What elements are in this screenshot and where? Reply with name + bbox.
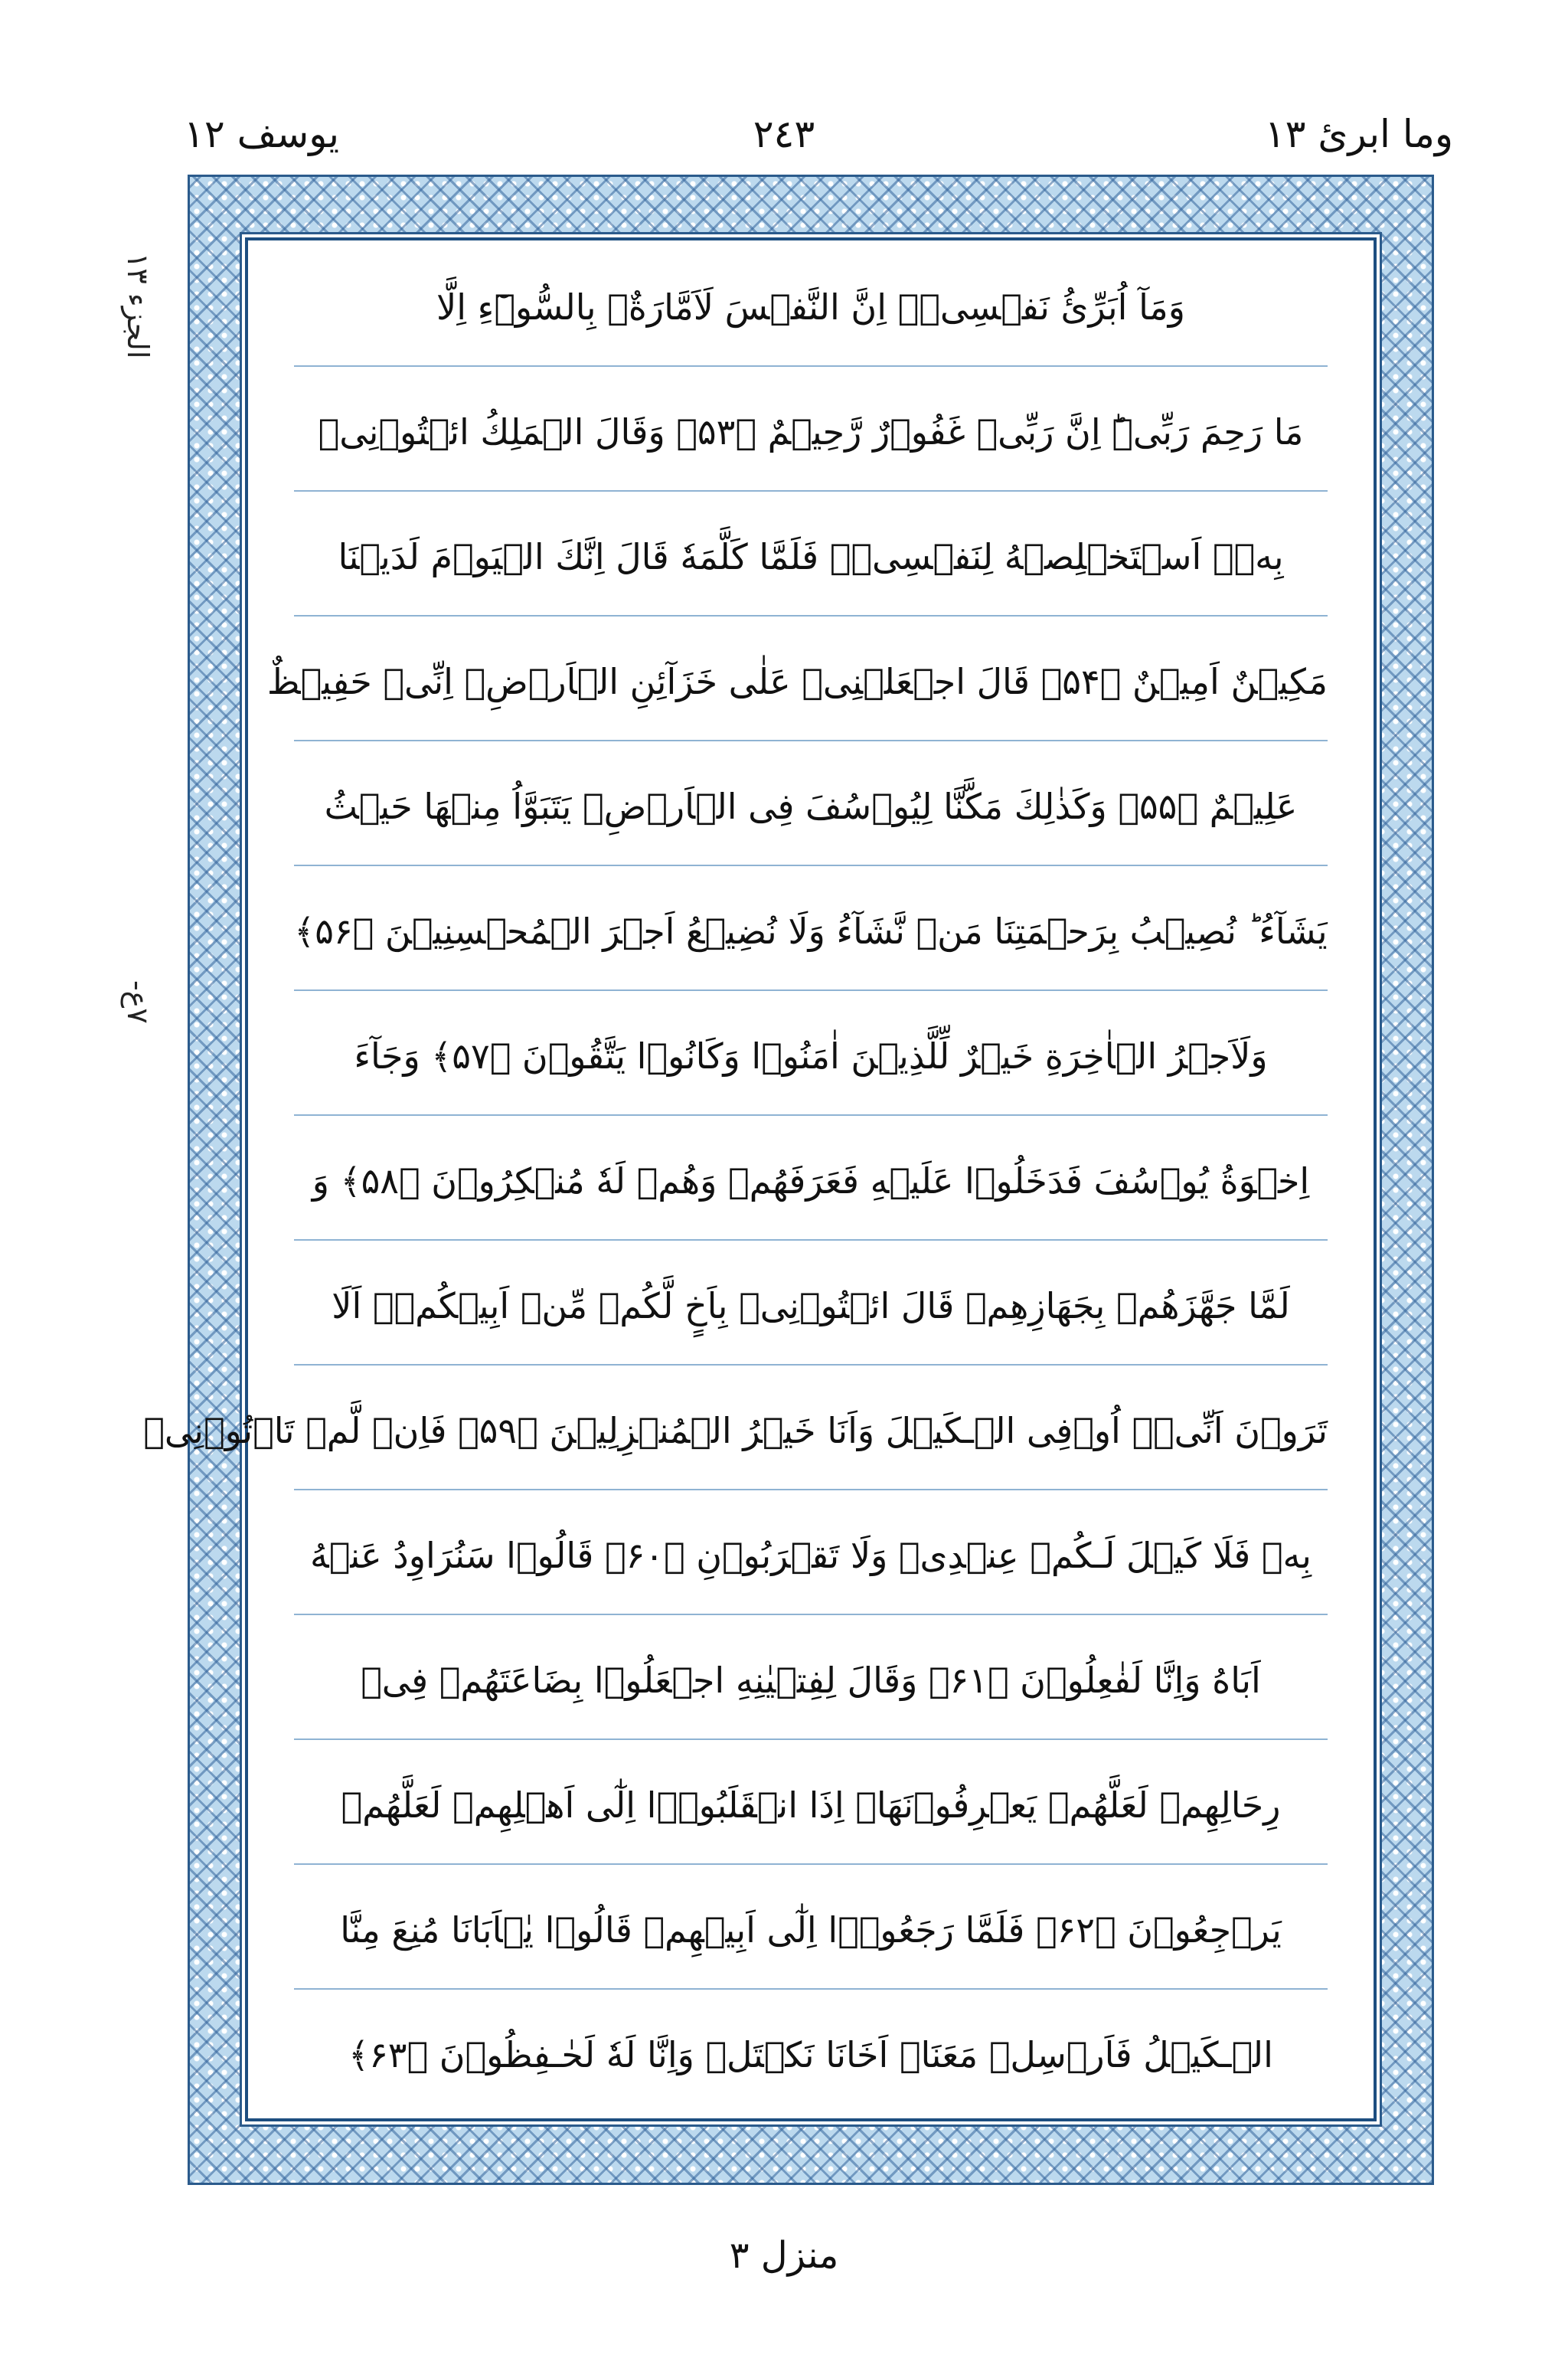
line-divider	[294, 1239, 1328, 1241]
manzil-label: منزل ٣	[729, 2234, 839, 2277]
line-divider	[294, 365, 1328, 367]
line-divider	[294, 1364, 1328, 1366]
verse-line: بِهٖ فَلَا كَيۡلَ لَـكُمۡ عِنۡدِىۡ وَلَا تَقۡرَبُوۡنِ ﴿۶۰﴾ قَالُوۡا سَنُرَاوِدُ عَنۡهُ	[310, 1535, 1312, 1576]
line-divider	[294, 1988, 1328, 1990]
line-divider	[294, 989, 1328, 991]
verse-line: وَلَاَجۡرُ الۡاٰخِرَةِ خَيۡرٌ لِّلَّذِيۡنَ اٰمَنُوۡا وَكَانُوۡا يَتَّقُوۡنَ ﴿۵۷﴾ وَجَآءَ	[354, 1035, 1268, 1077]
verse-line: اِخۡوَةُ يُوۡسُفَ فَدَخَلُوۡا عَلَيۡهِ فَعَرَفَهُمۡ وَهُمۡ لَهٗ مُنۡكِرُوۡنَ ﴿۵۸﴾ وَ	[312, 1160, 1310, 1202]
juz-margin-label: الجزء ١٣	[121, 253, 155, 359]
verse-line: الۡـكَيۡلُ فَاَرۡسِلۡ مَعَنَاۤ اَخَانَا نَكۡتَلۡ وَاِنَّا لَهٗ لَحٰـفِظُوۡنَ ﴿۶۳﴾	[348, 2034, 1273, 2075]
verse-line: تَرَوۡنَ اَنِّىۡۤ اُوۡفِى الۡـكَيۡلَ وَاَنَا خَيۡرُ الۡمُنۡزِلِيۡنَ ﴿۵۹﴾ فَاِنۡ لَّمۡ تَاۡتُوۡنِىۡ	[143, 1410, 1328, 1451]
verse-line: بِهٖۤ اَسۡتَخۡلِصۡهُ لِنَفۡسِىۡ‌ۚ فَلَمَّا كَلَّمَهٗ قَالَ اِنَّكَ الۡيَوۡمَ لَدَيۡنَا	[338, 536, 1284, 577]
line-divider	[294, 865, 1328, 866]
text-panel	[143, 237, 1377, 2121]
verse-line: يَرۡجِعُوۡنَ ﴿۶۲﴾ فَلَمَّا رَجَعُوۡۤا اِلٰٓى اَبِيۡهِمۡ قَالُوۡا يٰۤاَبَانَا مُنِعَ مِنَّا	[340, 1909, 1282, 1951]
line-divider	[294, 1489, 1328, 1490]
ruku-margin-marker: ٧ع-	[121, 980, 155, 1024]
line-divider	[294, 1738, 1328, 1740]
line-divider	[294, 740, 1328, 741]
verse-line: وَمَآ اُبَرِّئُ نَفۡسِىۡ‌ۚ اِنَّ النَّفۡسَ لَاَمَّارَةٌۢ بِالسُّوۡٓءِ اِلَّا	[436, 286, 1185, 328]
juz-name: وما ابرئ ١٣	[1264, 112, 1453, 156]
line-divider	[294, 490, 1328, 492]
surah-name: يوسف ١٢	[184, 112, 340, 156]
verse-line: مَكِيۡنٌ اَمِيۡنٌ ﴿۵۴﴾ قَالَ اجۡعَلۡنِىۡ عَلٰى خَزَآئِنِ الۡاَرۡضِ‌ۚ اِنِّىۡ حَفِيۡظٌ	[266, 661, 1328, 702]
line-divider	[294, 1614, 1328, 1615]
verse-line: مَا رَحِمَ رَبِّىۡ‌ؕ اِنَّ رَبِّىۡ غَفُوۡرٌ رَّحِيۡمٌ ﴿۵۳﴾ وَقَالَ الۡمَلِكُ ائۡتُوۡنِىۡ	[318, 411, 1304, 453]
line-divider	[294, 1863, 1328, 1865]
verse-line: لَمَّا جَهَّزَهُمۡ بِجَهَازِهِمۡ قَالَ ائۡتُوۡنِىۡ بِاَخٍ لَّكُمۡ مِّنۡ اَبِيۡكُمۡ‌ۚ اَلَا	[332, 1285, 1290, 1326]
verse-line: اَبَاهُ وَاِنَّا لَفٰعِلُوۡنَ ﴿۶۱﴾ وَقَالَ لِفِتۡيٰنِهِ اجۡعَلُوۡا بِضَاعَتَهُمۡ فِىۡ	[361, 1660, 1261, 1701]
line-divider	[294, 615, 1328, 617]
line-divider	[294, 1114, 1328, 1116]
verse-line: رِحَالِهِمۡ لَعَلَّهُمۡ يَعۡرِفُوۡنَهَاۤ اِذَا انۡقَلَبُوۡۤا اِلٰٓى اَهۡلِهِمۡ لَعَلَّهُمۡ	[341, 1784, 1281, 1826]
verse-line: يَشَآءُ‌ ؕ نُصِيۡبُ بِرَحۡمَتِنَا مَنۡ نَّشَآءُ‌ وَلَا نُضِيۡعُ اَجۡرَ الۡمُحۡسِنِيۡنَ ﴿۵۶﴾	[294, 911, 1328, 952]
verse-line: عَلِيۡمٌ ﴿۵۵﴾ وَكَذٰلِكَ مَكَّنَّا لِيُوۡسُفَ فِى الۡاَرۡضِ‌ۚ يَتَبَوَّاُ مِنۡهَا حَيۡثُ	[324, 786, 1298, 827]
page-number: ٢٤٣	[753, 112, 815, 156]
